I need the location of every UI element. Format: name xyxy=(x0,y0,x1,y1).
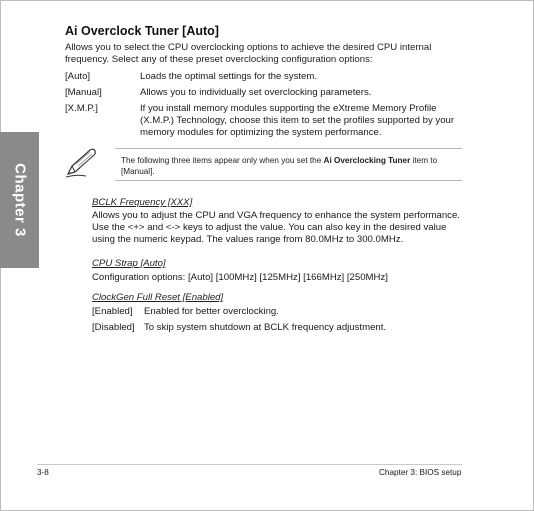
section-title: Ai Overclock Tuner [Auto] xyxy=(65,24,219,38)
page-number: 3-8 xyxy=(37,468,49,477)
chapter-tab xyxy=(0,132,39,268)
note-bottom-rule xyxy=(115,180,462,181)
option-key-manual: [Manual] xyxy=(65,87,102,98)
cpu-strap-title: CPU Strap [Auto] xyxy=(92,258,166,269)
bclk-desc: Allows you to adjust the CPU and VGA frequency to enhance the system performance. Use the <+> and <-> keys to adjust the value. You can also key in the desired value using the numeric keypad. The values range from 80.0MHz to 300.0MHz. xyxy=(92,210,460,245)
clockgen-key-disabled: [Disabled] xyxy=(92,322,135,333)
note-text xyxy=(121,155,456,177)
note-text-part: item to [Manual]. xyxy=(121,156,438,176)
chapter-tab-label: Chapter 3 xyxy=(11,163,28,237)
section-intro: Allows you to select the CPU overclocking options to achieve the desired CPU internal frequency. Select any of these preset overclocking configuration options: xyxy=(65,42,432,65)
option-key-xmp: [X.M.P.] xyxy=(65,103,98,114)
option-desc-auto: Loads the optimal settings for the system. xyxy=(140,71,318,82)
footer-rule xyxy=(37,464,462,465)
note-text-bold: Ai Overclocking Tuner xyxy=(323,156,411,165)
option-desc-xmp: If you install memory modules supporting the eXtreme Memory Profile (X.M.P.) Technology, choose this item to set the profiles supported by your memory modules for optimizing the system performance. xyxy=(140,103,455,138)
bclk-title: BCLK Frequency [XXX] xyxy=(92,197,193,208)
clockgen-desc-enabled: Enabled for better overclocking. xyxy=(144,306,279,317)
footer-chapter-label: Chapter 3: BIOS setup xyxy=(379,468,462,477)
note-text-part: The following three items appear only when you set the xyxy=(121,156,324,165)
clockgen-desc-disabled: To skip system shutdown at BCLK frequency adjustment. xyxy=(144,322,387,333)
note-top-rule xyxy=(115,148,462,149)
pen-note-icon xyxy=(64,146,100,178)
clockgen-key-enabled: [Enabled] xyxy=(92,306,133,317)
clockgen-title: ClockGen Full Reset [Enabled] xyxy=(92,292,224,303)
option-desc-manual: Allows you to individually set overclocking parameters. xyxy=(140,87,372,98)
option-key-auto: [Auto] xyxy=(65,71,91,82)
cpu-strap-desc: Configuration options: [Auto] [100MHz] [125MHz] [166MHz] [250MHz] xyxy=(92,272,388,283)
